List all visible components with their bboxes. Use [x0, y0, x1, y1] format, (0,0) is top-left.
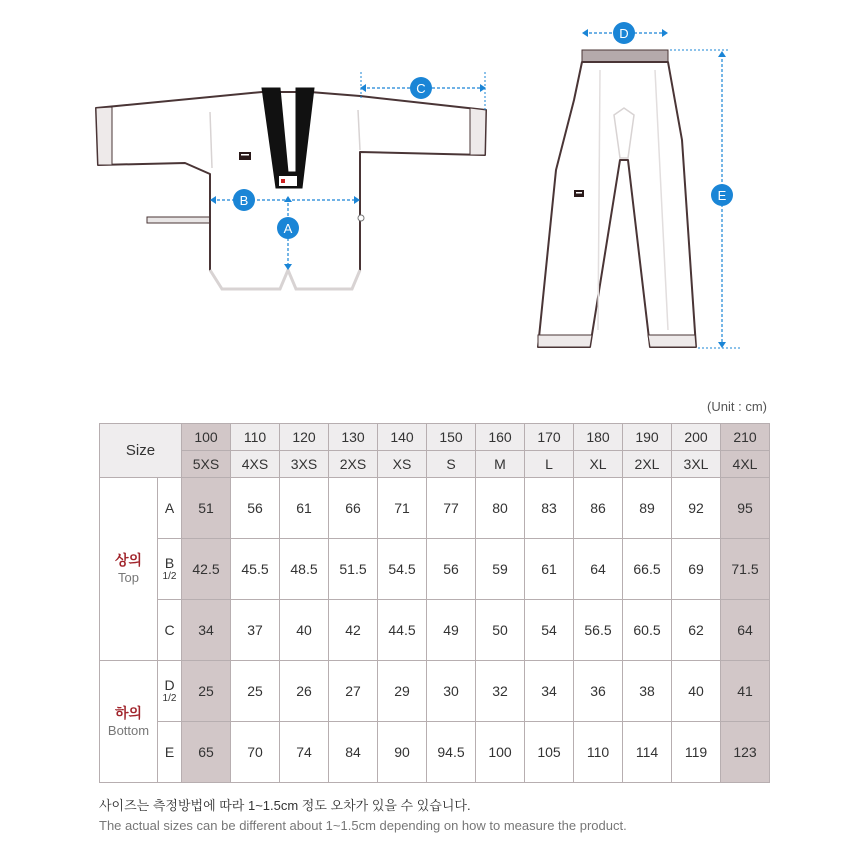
value-cell: 66	[329, 478, 378, 539]
table-row	[100, 478, 770, 539]
value-cell: 110	[574, 722, 623, 783]
row-code: D	[164, 676, 175, 693]
marker-a-label: A	[283, 221, 293, 236]
value-cell: 71	[378, 478, 427, 539]
value-cell: 56.5	[574, 600, 623, 661]
value-cell: 56	[427, 539, 476, 600]
table-row	[100, 722, 770, 783]
value-cell: 84	[329, 722, 378, 783]
value-cell: 105	[525, 722, 574, 783]
value-cell: 77	[427, 478, 476, 539]
header-row-heights	[100, 424, 770, 451]
size-code-cell: 4XS	[231, 451, 280, 478]
value-cell: 71.5	[721, 539, 770, 600]
value-cell: 41	[721, 661, 770, 722]
row-code: E	[164, 743, 175, 760]
row-subscript: 1/2	[162, 692, 177, 704]
group-english-label: Bottom	[107, 722, 150, 738]
value-cell: 56	[231, 478, 280, 539]
value-cell: 83	[525, 478, 574, 539]
value-cell: 51	[182, 478, 231, 539]
value-cell: 94.5	[427, 722, 476, 783]
value-cell: 64	[721, 600, 770, 661]
marker-c-label: C	[416, 81, 426, 96]
height-header-cell: 100	[182, 424, 231, 451]
value-cell: 54.5	[378, 539, 427, 600]
value-cell: 27	[329, 661, 378, 722]
value-cell: 95	[721, 478, 770, 539]
height-header-cell: 180	[574, 424, 623, 451]
value-cell: 25	[231, 661, 280, 722]
height-header-cell: 130	[329, 424, 378, 451]
value-cell: 40	[672, 661, 721, 722]
height-header-cell: 150	[427, 424, 476, 451]
value-cell: 49	[427, 600, 476, 661]
value-cell: 80	[476, 478, 525, 539]
size-code-cell: XS	[378, 451, 427, 478]
size-chart-table	[99, 423, 770, 783]
value-cell: 37	[231, 600, 280, 661]
size-code-cell: M	[476, 451, 525, 478]
value-cell: 54	[525, 600, 574, 661]
value-cell: 45.5	[231, 539, 280, 600]
group-label-cell	[100, 661, 158, 783]
height-header-cell: 200	[672, 424, 721, 451]
value-cell: 29	[378, 661, 427, 722]
marker-b-label: B	[239, 193, 249, 208]
value-cell: 50	[476, 600, 525, 661]
value-cell: 32	[476, 661, 525, 722]
value-cell: 66.5	[623, 539, 672, 600]
row-label-cell	[158, 539, 182, 600]
row-subscript: 1/2	[162, 570, 177, 582]
height-header-cell: 170	[525, 424, 574, 451]
value-cell: 74	[280, 722, 329, 783]
size-code-cell: 2XS	[329, 451, 378, 478]
value-cell: 61	[280, 478, 329, 539]
table-row	[100, 661, 770, 722]
value-cell: 36	[574, 661, 623, 722]
group-korean-label: 하의	[114, 704, 143, 721]
height-header-cell: 140	[378, 424, 427, 451]
value-cell: 100	[476, 722, 525, 783]
group-korean-label: 상의	[114, 552, 143, 568]
size-code-cell: 5XS	[182, 451, 231, 478]
size-code-cell: 4XL	[721, 451, 770, 478]
header-row-codes	[100, 451, 770, 478]
value-cell: 86	[574, 478, 623, 539]
footnote-korean: 사이즈는 측정방법에 따라 1~1.5cm 정도 오차가 있을 수 있습니다.	[99, 798, 471, 813]
value-cell: 40	[280, 600, 329, 661]
height-header-cell: 160	[476, 424, 525, 451]
row-label-cell	[158, 722, 182, 783]
value-cell: 90	[378, 722, 427, 783]
group-english-label: Top	[118, 570, 139, 585]
row-code: B	[164, 554, 175, 571]
value-cell: 123	[721, 722, 770, 783]
row-code: C	[164, 621, 175, 638]
value-cell: 25	[182, 661, 231, 722]
group-label-cell	[100, 478, 158, 661]
value-cell: 42	[329, 600, 378, 661]
height-header-cell: 110	[231, 424, 280, 451]
value-cell: 60.5	[623, 600, 672, 661]
value-cell: 65	[182, 722, 231, 783]
value-cell: 64	[574, 539, 623, 600]
value-cell: 70	[231, 722, 280, 783]
value-cell: 34	[525, 661, 574, 722]
row-label-cell	[158, 478, 182, 539]
value-cell: 92	[672, 478, 721, 539]
size-code-cell: 3XS	[280, 451, 329, 478]
footnote-english: The actual sizes can be different about 1~1.5cm depending on how to measure the product.	[99, 818, 627, 833]
height-header-cell: 120	[280, 424, 329, 451]
value-cell: 34	[182, 600, 231, 661]
value-cell: 69	[672, 539, 721, 600]
row-code: A	[164, 499, 175, 516]
table-row	[100, 539, 770, 600]
value-cell: 119	[672, 722, 721, 783]
value-cell: 59	[476, 539, 525, 600]
table-row	[100, 600, 770, 661]
size-code-cell: L	[525, 451, 574, 478]
size-code-cell: XL	[574, 451, 623, 478]
value-cell: 61	[525, 539, 574, 600]
height-header-cell: 210	[721, 424, 770, 451]
size-code-cell: 3XL	[672, 451, 721, 478]
value-cell: 89	[623, 478, 672, 539]
jacket-illustration	[96, 72, 486, 289]
value-cell: 62	[672, 600, 721, 661]
value-cell: 42.5	[182, 539, 231, 600]
value-cell: 30	[427, 661, 476, 722]
size-header-cell: Size	[100, 424, 182, 478]
value-cell: 38	[623, 661, 672, 722]
row-label-cell	[158, 600, 182, 661]
value-cell: 44.5	[378, 600, 427, 661]
marker-d-label: D	[619, 26, 629, 41]
value-cell: 48.5	[280, 539, 329, 600]
row-label-cell	[158, 661, 182, 722]
value-cell: 51.5	[329, 539, 378, 600]
pants-illustration	[538, 29, 740, 348]
value-cell: 26	[280, 661, 329, 722]
size-code-cell: S	[427, 451, 476, 478]
uniform-illustration	[0, 0, 854, 370]
unit-note: (Unit : cm)	[707, 399, 767, 414]
height-header-cell: 190	[623, 424, 672, 451]
marker-e-label: E	[717, 188, 727, 203]
size-code-cell: 2XL	[623, 451, 672, 478]
value-cell: 114	[623, 722, 672, 783]
